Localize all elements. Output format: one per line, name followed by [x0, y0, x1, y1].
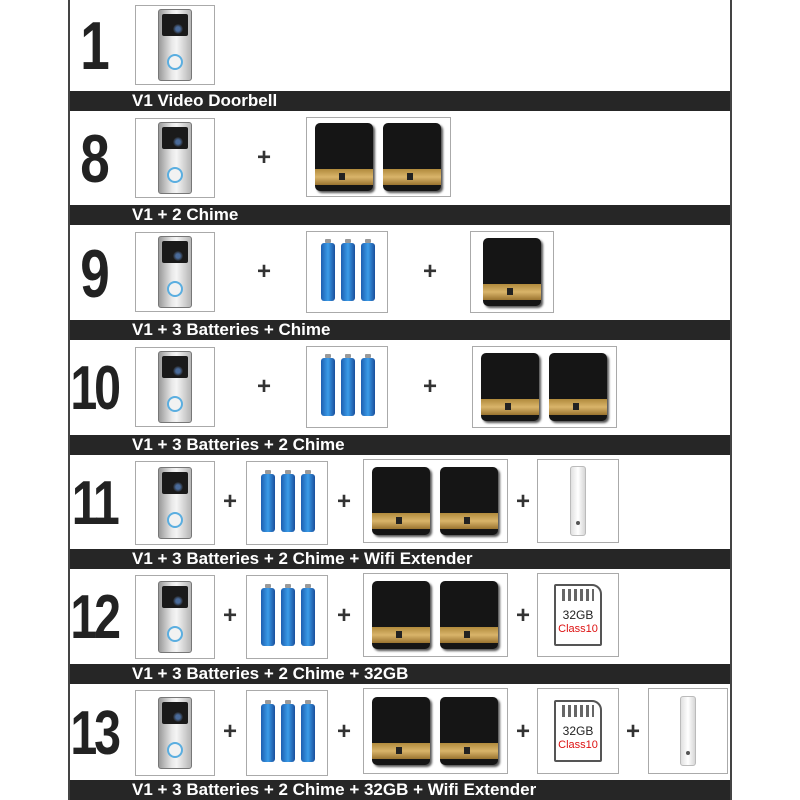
bundle-caption: V1 Video Doorbell — [70, 91, 730, 111]
bundle-row-1 — [70, 0, 730, 111]
plus-sign: + — [256, 373, 271, 400]
bundle-row-12 — [70, 571, 730, 684]
batteries-image — [306, 346, 388, 428]
chime-pair-image — [363, 573, 508, 657]
doorbell-image — [135, 232, 215, 312]
doorbell-image — [135, 347, 215, 427]
bundle-number: 12 — [70, 583, 118, 652]
sd-card-capacity: 32GB — [562, 724, 594, 738]
batteries-image — [246, 575, 328, 659]
chime-pair-image — [306, 117, 451, 197]
plus-sign: + — [422, 258, 437, 285]
bundle-number: 11 — [71, 468, 117, 538]
doorbell-image — [135, 5, 215, 85]
plus-sign: + — [515, 488, 530, 515]
bundle-number: 1 — [80, 7, 107, 84]
chime-pair-image — [472, 346, 617, 428]
batteries-image — [246, 461, 328, 545]
bundle-row-11 — [70, 457, 730, 569]
plus-sign: + — [515, 718, 530, 745]
plus-sign: + — [422, 373, 437, 400]
plus-sign: + — [336, 602, 351, 629]
doorbell-image — [135, 118, 215, 198]
bundle-caption: V1 + 3 Batteries + 2 Chime + 32GB + Wifi Extender — [70, 780, 730, 800]
plus-sign: + — [336, 488, 351, 515]
bundle-caption: V1 + 3 Batteries + 2 Chime — [70, 435, 730, 455]
bundle-number: 9 — [80, 235, 107, 312]
plus-sign: + — [256, 144, 271, 171]
chime-pair-image — [363, 688, 508, 774]
sd-card-class: Class10 — [558, 739, 598, 751]
plus-sign: + — [222, 602, 237, 629]
plus-sign: + — [625, 718, 640, 745]
bundle-row-10 — [70, 342, 730, 455]
chime-image — [470, 231, 554, 313]
bundle-row-9 — [70, 227, 730, 340]
plus-sign: + — [336, 718, 351, 745]
sd-card-icon — [554, 584, 602, 646]
plus-sign: + — [515, 602, 530, 629]
plus-sign: + — [222, 488, 237, 515]
bundle-number: 13 — [70, 698, 118, 768]
bundle-number: 8 — [80, 121, 107, 197]
sd-card-icon — [554, 700, 602, 762]
plus-sign: + — [256, 258, 271, 285]
bundle-caption: V1 + 3 Batteries + 2 Chime + Wifi Extender — [70, 549, 730, 569]
bundle-number: 10 — [70, 354, 118, 423]
sd-card-class: Class10 — [558, 623, 598, 635]
bundle-caption: V1 + 2 Chime — [70, 205, 730, 225]
chime-pair-image — [363, 459, 508, 543]
plus-sign: + — [222, 718, 237, 745]
wifi-extender-image — [648, 688, 728, 774]
wifi-extender-image — [537, 459, 619, 543]
sd-card-image — [537, 688, 619, 774]
sd-card-image — [537, 573, 619, 657]
doorbell-image — [135, 575, 215, 659]
bundle-row-8 — [70, 113, 730, 225]
bundle-row-13 — [70, 686, 730, 800]
sd-card-capacity: 32GB — [562, 608, 594, 622]
doorbell-image — [135, 461, 215, 545]
batteries-image — [246, 690, 328, 776]
bundle-caption: V1 + 3 Batteries + 2 Chime + 32GB — [70, 664, 730, 684]
bundle-caption: V1 + 3 Batteries + Chime — [70, 320, 730, 340]
doorbell-image — [135, 690, 215, 776]
batteries-image — [306, 231, 388, 313]
